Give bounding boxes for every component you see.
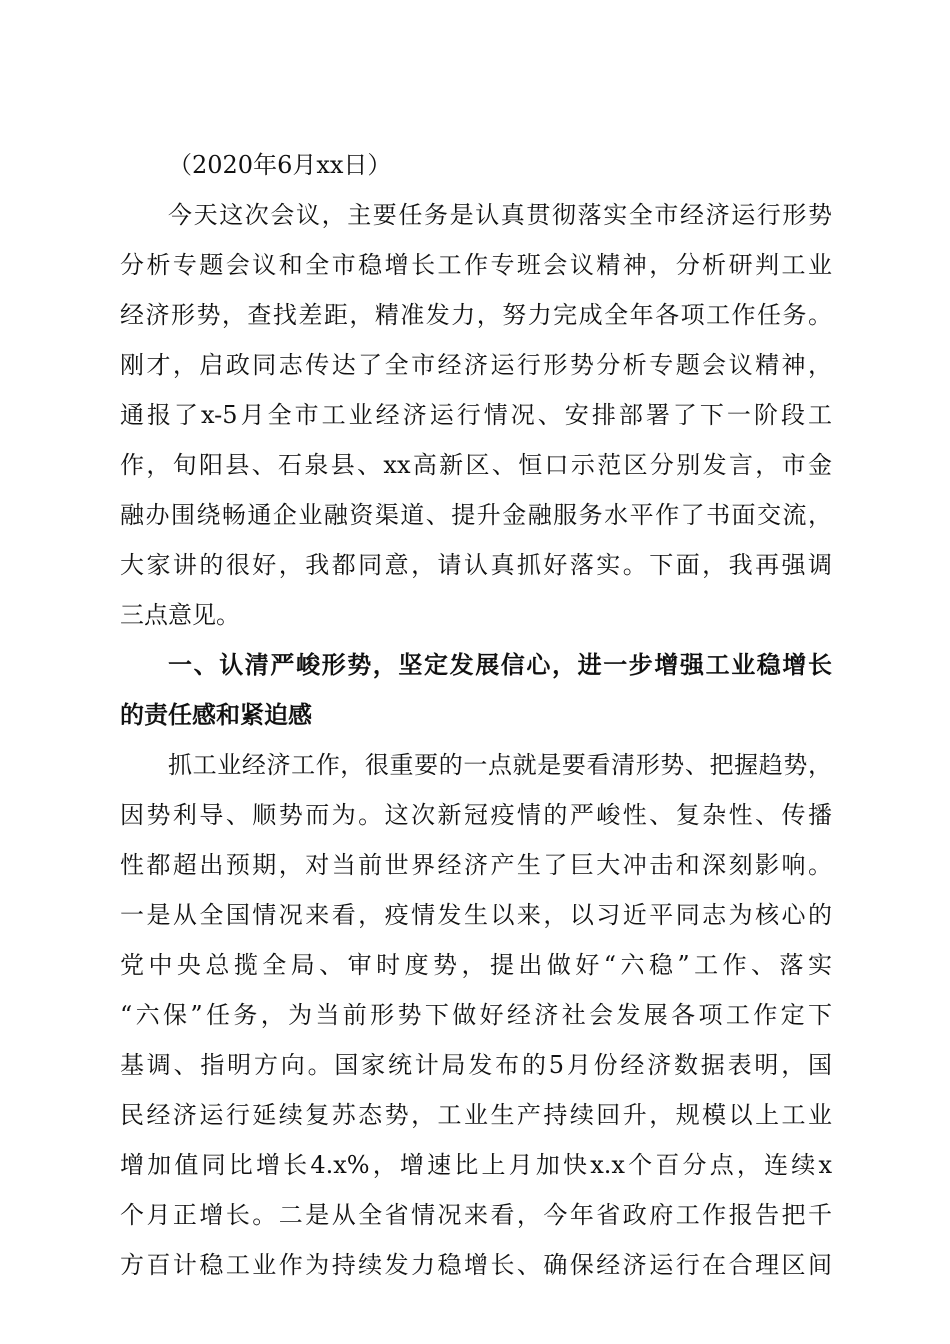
paragraph-2-line-2: 因势利导、顺势而为。这次新冠疫情的严峻性、复杂性、传播 <box>120 801 832 829</box>
section-heading-1-line-2: 的责任感和紧迫感 <box>120 701 312 729</box>
paragraph-2-line-9: 增加值同比增长4.x%，增速比上月加快x.x个百分点，连续x <box>120 1151 832 1179</box>
paragraph-2-line-5: 党中央总揽全局、审时度势，提出做好“六稳”工作、落实 <box>120 951 832 979</box>
paragraph-2-line-10: 个月正增长。二是从全省情况来看，今年省政府工作报告把千 <box>120 1201 832 1229</box>
paragraph-1-line-5: 通报了x-5月全市工业经济运行情况、安排部署了下一阶段工 <box>120 401 832 429</box>
paragraph-2-line-6: “六保”任务，为当前形势下做好经济社会发展各项工作定下 <box>120 1001 832 1029</box>
paragraph-1-line-9: 三点意见。 <box>120 601 240 629</box>
paragraph-2-line-8: 民经济运行延续复苏态势，工业生产持续回升，规模以上工业 <box>120 1101 832 1129</box>
paragraph-1-line-3: 经济形势，查找差距，精准发力，努力完成全年各项工作任务。 <box>120 301 832 329</box>
paragraph-1-line-8: 大家讲的很好，我都同意，请认真抓好落实。下面，我再强调 <box>120 551 832 579</box>
paragraph-2-line-11: 方百计稳工业作为持续发力稳增长、确保经济运行在合理区间 <box>120 1251 832 1279</box>
paragraph-1-line-7: 融办围绕畅通企业融资渠道、提升金融服务水平作了书面交流， <box>120 501 832 529</box>
paragraph-2-line-4: 一是从全国情况来看，疫情发生以来，以习近平同志为核心的 <box>120 901 832 929</box>
paragraph-1-line-2: 分析专题会议和全市稳增长工作专班会议精神，分析研判工业 <box>120 251 832 279</box>
paragraph-2-line-3: 性都超出预期，对当前世界经济产生了巨大冲击和深刻影响。 <box>120 851 832 879</box>
paragraph-2-line-1: 抓工业经济工作，很重要的一点就是要看清形势、把握趋势， <box>168 751 832 779</box>
paragraph-2-line-7: 基调、指明方向。国家统计局发布的5月份经济数据表明，国 <box>120 1051 832 1079</box>
paragraph-1-line-6: 作，旬阳县、石泉县、xx高新区、恒口示范区分别发言，市金 <box>120 451 832 479</box>
paragraph-1-line-4: 刚才，启政同志传达了全市经济运行形势分析专题会议精神， <box>120 351 832 379</box>
date-line: （2020年6月xx日） <box>168 151 392 179</box>
section-heading-1-line-1: 一、认清严峻形势，坚定发展信心，进一步增强工业稳增长 <box>168 651 832 679</box>
paragraph-1-line-1: 今天这次会议，主要任务是认真贯彻落实全市经济运行形势 <box>168 201 832 229</box>
